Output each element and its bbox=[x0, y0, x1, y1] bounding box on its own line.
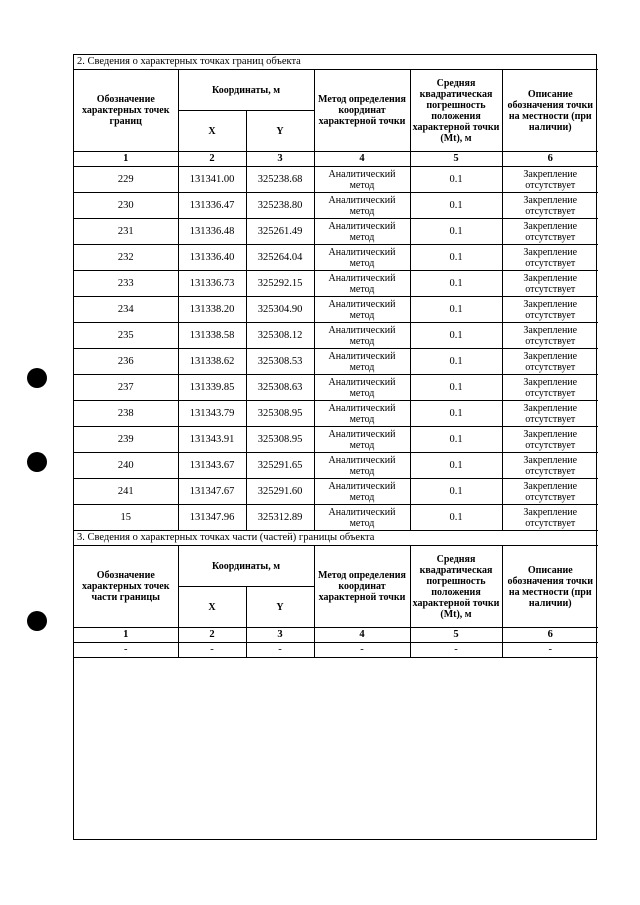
method-cell: Аналитический метод bbox=[314, 219, 410, 245]
x-header: X bbox=[178, 587, 246, 628]
point-cell: 232 bbox=[74, 245, 178, 271]
point-cell: 15 bbox=[74, 505, 178, 531]
x-cell: 131336.47 bbox=[178, 193, 246, 219]
y-cell: 325308.12 bbox=[246, 323, 314, 349]
error-cell: 0.1 bbox=[410, 193, 502, 219]
section2-table bbox=[74, 55, 598, 531]
table-row bbox=[74, 219, 598, 245]
description-cell: Закрепление отсутствует bbox=[502, 427, 598, 453]
method-cell: Аналитический метод bbox=[314, 193, 410, 219]
description-cell: Закрепление отсутствует bbox=[502, 271, 598, 297]
description-cell: Закрепление отсутствует bbox=[502, 505, 598, 531]
coordinates-header: Координаты, м bbox=[178, 70, 314, 111]
column-number: 5 bbox=[410, 152, 502, 167]
table-row bbox=[74, 349, 598, 375]
punch-hole bbox=[27, 368, 47, 388]
point-cell: 230 bbox=[74, 193, 178, 219]
error-cell: 0.1 bbox=[410, 167, 502, 193]
table-row bbox=[74, 643, 598, 658]
y-cell: 325238.80 bbox=[246, 193, 314, 219]
x-cell: 131336.48 bbox=[178, 219, 246, 245]
table-row bbox=[74, 167, 598, 193]
point-cell: 241 bbox=[74, 479, 178, 505]
table-row bbox=[74, 271, 598, 297]
description-cell: Закрепление отсутствует bbox=[502, 167, 598, 193]
x-cell: 131343.91 bbox=[178, 427, 246, 453]
column-number: 5 bbox=[410, 628, 502, 643]
description-cell: - bbox=[502, 643, 598, 658]
x-cell: 131338.62 bbox=[178, 349, 246, 375]
point-cell: 239 bbox=[74, 427, 178, 453]
method-cell: Аналитический метод bbox=[314, 349, 410, 375]
y-cell: - bbox=[246, 643, 314, 658]
description-cell: Закрепление отсутствует bbox=[502, 401, 598, 427]
table-row bbox=[74, 427, 598, 453]
point-cell: - bbox=[74, 643, 178, 658]
method-cell: Аналитический метод bbox=[314, 479, 410, 505]
method-header: Метод определения координат характерной точки bbox=[314, 546, 410, 628]
column-number: 6 bbox=[502, 628, 598, 643]
x-cell: 131343.67 bbox=[178, 453, 246, 479]
y-cell: 325264.04 bbox=[246, 245, 314, 271]
error-cell: 0.1 bbox=[410, 505, 502, 531]
error-header: Средняя квадратическая погрешность положения характерной точки (Mt), м bbox=[410, 70, 502, 152]
x-cell: 131336.73 bbox=[178, 271, 246, 297]
error-header: Средняя квадратическая погрешность положения характерной точки (Mt), м bbox=[410, 546, 502, 628]
method-cell: Аналитический метод bbox=[314, 401, 410, 427]
description-cell: Закрепление отсутствует bbox=[502, 323, 598, 349]
section3-title: 3. Сведения о характерных точках части (частей) границы объекта bbox=[74, 531, 598, 546]
description-header: Описание обозначения точки на местности (при наличии) bbox=[502, 546, 598, 628]
table-row bbox=[74, 479, 598, 505]
point-cell: 231 bbox=[74, 219, 178, 245]
x-cell: 131338.58 bbox=[178, 323, 246, 349]
y-cell: 325304.90 bbox=[246, 297, 314, 323]
y-cell: 325292.15 bbox=[246, 271, 314, 297]
table-row bbox=[74, 453, 598, 479]
table-row bbox=[74, 505, 598, 531]
table-row bbox=[74, 375, 598, 401]
description-cell: Закрепление отсутствует bbox=[502, 297, 598, 323]
table-row bbox=[74, 323, 598, 349]
column-number: 4 bbox=[314, 152, 410, 167]
x-cell: 131347.96 bbox=[178, 505, 246, 531]
method-cell: - bbox=[314, 643, 410, 658]
column-number: 1 bbox=[74, 152, 178, 167]
section2-title: 2. Сведения о характерных точках границ объекта bbox=[74, 55, 598, 70]
coordinates-header: Координаты, м bbox=[178, 546, 314, 587]
error-cell: 0.1 bbox=[410, 323, 502, 349]
point-cell: 233 bbox=[74, 271, 178, 297]
description-cell: Закрепление отсутствует bbox=[502, 219, 598, 245]
method-cell: Аналитический метод bbox=[314, 167, 410, 193]
error-cell: 0.1 bbox=[410, 375, 502, 401]
method-cell: Аналитический метод bbox=[314, 297, 410, 323]
method-cell: Аналитический метод bbox=[314, 245, 410, 271]
method-cell: Аналитический метод bbox=[314, 427, 410, 453]
table-row bbox=[74, 245, 598, 271]
punch-hole bbox=[27, 452, 47, 472]
column-number: 3 bbox=[246, 152, 314, 167]
y-cell: 325291.60 bbox=[246, 479, 314, 505]
y-header: Y bbox=[246, 111, 314, 152]
x-cell: 131347.67 bbox=[178, 479, 246, 505]
error-cell: 0.1 bbox=[410, 427, 502, 453]
description-cell: Закрепление отсутствует bbox=[502, 453, 598, 479]
x-cell: 131336.40 bbox=[178, 245, 246, 271]
method-cell: Аналитический метод bbox=[314, 375, 410, 401]
method-header: Метод определения координат характерной точки bbox=[314, 70, 410, 152]
error-cell: 0.1 bbox=[410, 453, 502, 479]
x-cell: 131339.85 bbox=[178, 375, 246, 401]
point-cell: 234 bbox=[74, 297, 178, 323]
column-number: 2 bbox=[178, 152, 246, 167]
x-cell: 131341.00 bbox=[178, 167, 246, 193]
designation-header: Обозначение характерных точек границ bbox=[74, 70, 178, 152]
x-cell: 131343.79 bbox=[178, 401, 246, 427]
column-number: 3 bbox=[246, 628, 314, 643]
x-cell: 131338.20 bbox=[178, 297, 246, 323]
error-cell: 0.1 bbox=[410, 401, 502, 427]
error-cell: 0.1 bbox=[410, 297, 502, 323]
description-header: Описание обозначения точки на местности (при наличии) bbox=[502, 70, 598, 152]
y-cell: 325308.95 bbox=[246, 427, 314, 453]
y-cell: 325312.89 bbox=[246, 505, 314, 531]
method-cell: Аналитический метод bbox=[314, 505, 410, 531]
column-number: 1 bbox=[74, 628, 178, 643]
method-cell: Аналитический метод bbox=[314, 323, 410, 349]
method-cell: Аналитический метод bbox=[314, 453, 410, 479]
document-frame bbox=[73, 54, 597, 840]
section3-table bbox=[74, 531, 598, 658]
description-cell: Закрепление отсутствует bbox=[502, 375, 598, 401]
error-cell: 0.1 bbox=[410, 219, 502, 245]
y-cell: 325261.49 bbox=[246, 219, 314, 245]
table-row bbox=[74, 401, 598, 427]
description-cell: Закрепление отсутствует bbox=[502, 349, 598, 375]
table-row bbox=[74, 297, 598, 323]
error-cell: 0.1 bbox=[410, 271, 502, 297]
description-cell: Закрепление отсутствует bbox=[502, 479, 598, 505]
column-number: 2 bbox=[178, 628, 246, 643]
y-cell: 325308.63 bbox=[246, 375, 314, 401]
y-cell: 325308.95 bbox=[246, 401, 314, 427]
x-header: X bbox=[178, 111, 246, 152]
error-cell: 0.1 bbox=[410, 479, 502, 505]
y-header: Y bbox=[246, 587, 314, 628]
description-cell: Закрепление отсутствует bbox=[502, 193, 598, 219]
point-cell: 236 bbox=[74, 349, 178, 375]
method-cell: Аналитический метод bbox=[314, 271, 410, 297]
column-numbers-row bbox=[74, 152, 598, 167]
point-cell: 229 bbox=[74, 167, 178, 193]
y-cell: 325291.65 bbox=[246, 453, 314, 479]
y-cell: 325238.68 bbox=[246, 167, 314, 193]
error-cell: 0.1 bbox=[410, 245, 502, 271]
column-numbers-row bbox=[74, 628, 598, 643]
column-number: 6 bbox=[502, 152, 598, 167]
point-cell: 237 bbox=[74, 375, 178, 401]
point-cell: 238 bbox=[74, 401, 178, 427]
table-row bbox=[74, 193, 598, 219]
error-cell: - bbox=[410, 643, 502, 658]
error-cell: 0.1 bbox=[410, 349, 502, 375]
y-cell: 325308.53 bbox=[246, 349, 314, 375]
x-cell: - bbox=[178, 643, 246, 658]
point-cell: 235 bbox=[74, 323, 178, 349]
description-cell: Закрепление отсутствует bbox=[502, 245, 598, 271]
point-cell: 240 bbox=[74, 453, 178, 479]
punch-hole bbox=[27, 611, 47, 631]
column-number: 4 bbox=[314, 628, 410, 643]
designation-header: Обозначение характерных точек части границы bbox=[74, 546, 178, 628]
